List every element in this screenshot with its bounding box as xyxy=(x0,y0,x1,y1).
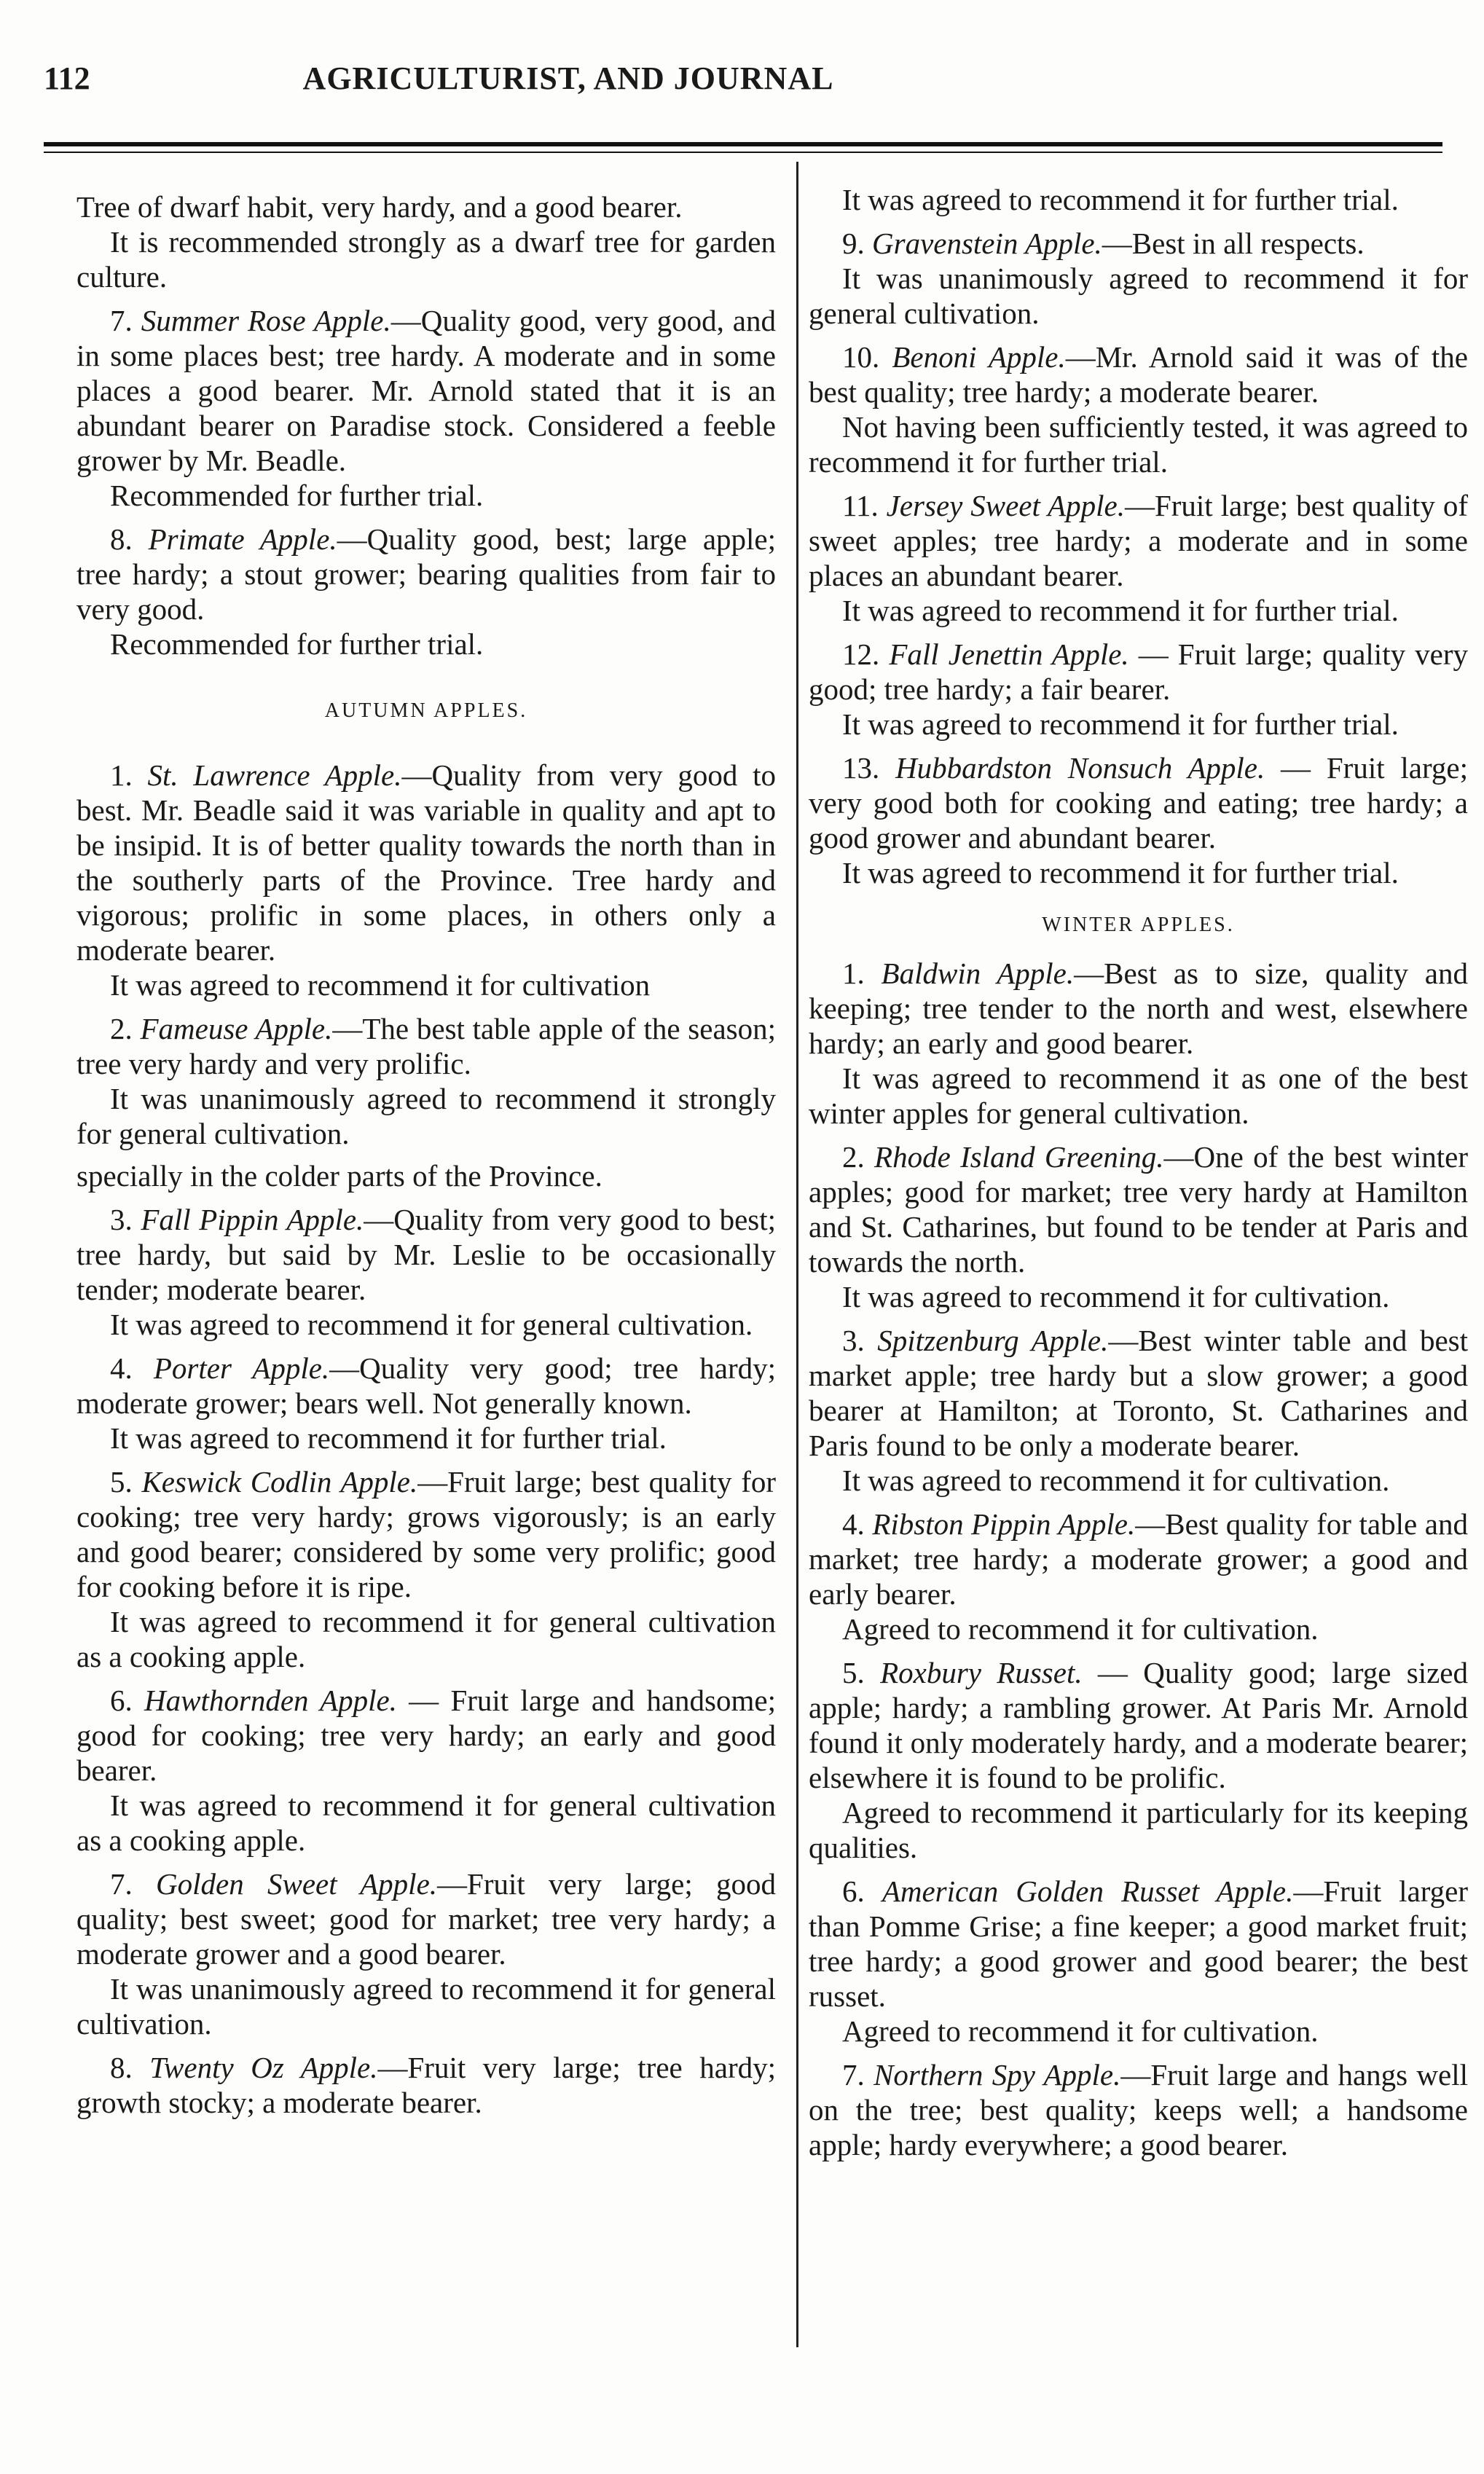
apple-entry xyxy=(76,522,776,627)
recommendation-text: It was agreed to recommend it for further trial. xyxy=(842,183,1399,216)
apple-entry xyxy=(809,637,1468,707)
apple-variety-name: St. Lawrence Apple. xyxy=(147,758,402,792)
apple-variety-name: Summer Rose Apple. xyxy=(141,304,391,337)
left-column xyxy=(76,182,776,2120)
entry-number: 7. xyxy=(110,1867,157,1901)
apple-variety-name: Roxbury Russet. xyxy=(880,1656,1083,1689)
recommendation-text: It was agreed to recommend it for further trial. xyxy=(110,1421,667,1455)
entry-description: — Fruit large and handsome; good for cooking; tree very hardy; an early and good bearer. xyxy=(76,1684,776,1787)
apple-entry xyxy=(809,339,1468,409)
recommendation-text: It was unanimously agreed to recommend it strongly for general cultivation. xyxy=(76,1082,776,1150)
header-rule-thick xyxy=(44,142,1442,146)
entry-number: 6. xyxy=(110,1684,145,1717)
entry-number: 1. xyxy=(110,758,148,792)
entry-number: 4. xyxy=(842,1507,873,1541)
apple-variety-name: American Golden Russet Apple. xyxy=(882,1874,1294,1908)
recommendation-text: It was unanimously agreed to recommend it for general cultivation. xyxy=(809,262,1468,330)
entry-description: —Best in all respects. xyxy=(1102,227,1365,260)
page-header xyxy=(44,60,1093,111)
entry-number: 3. xyxy=(110,1203,141,1236)
entry-number: 7. xyxy=(842,2058,874,2092)
recommendation-text: It was agreed to recommend it for general cultivation as a cooking apple. xyxy=(76,1605,776,1673)
entry-number: 2. xyxy=(110,1012,141,1045)
header-rule-thin xyxy=(44,152,1442,153)
entry-number: 3. xyxy=(842,1324,878,1357)
apple-entry xyxy=(809,1655,1468,1795)
section-heading: WINTER APPLES. xyxy=(1042,914,1235,936)
column-divider xyxy=(796,162,798,2347)
recommendation-text: Agreed to recommend it for cultivation. xyxy=(842,1612,1319,1646)
recommendation-text: Agreed to recommend it for cultivation. xyxy=(842,2014,1319,2048)
recommendation-text: It is recommended strongly as a dwarf tree for garden culture. xyxy=(76,225,776,294)
entry-description: —Fruit large; best quality for cooking; tree very hardy; grows vigorously; is an early and good bearer; considered by some very prolific; good for cooking before it is ripe. xyxy=(76,1465,777,1603)
apple-entry xyxy=(809,956,1468,1061)
entry-description: —Mr. Arnold said it was of the best quality; tree hardy; a moderate bearer. xyxy=(809,340,1469,409)
apple-variety-name: Golden Sweet Apple. xyxy=(156,1867,438,1901)
apple-entry xyxy=(76,1464,776,1604)
entry-description: — Fruit large; very good both for cooking and eating; tree hardy; a good grower and abundant bearer. xyxy=(809,751,1468,855)
apple-variety-name: Baldwin Apple. xyxy=(881,957,1075,990)
apple-variety-name: Keswick Codlin Apple. xyxy=(141,1465,418,1499)
entry-description: —The best table apple of the season; tree very hardy and very prolific. xyxy=(76,1012,776,1080)
apple-variety-name: Jersey Sweet Apple. xyxy=(886,489,1125,522)
apple-variety-name: Northern Spy Apple. xyxy=(873,2058,1121,2092)
apple-entry xyxy=(76,758,776,967)
entry-number: 12. xyxy=(842,637,890,671)
apple-variety-name: Fall Jenettin Apple. xyxy=(889,637,1129,671)
apple-entry xyxy=(76,2050,776,2120)
recommendation-text: It was agreed to recommend it for further trial. xyxy=(842,594,1399,627)
apple-variety-name: Ribston Pippin Apple. xyxy=(872,1507,1136,1541)
apple-entry xyxy=(809,2057,1468,2162)
paragraph: specially in the colder parts of the Province. xyxy=(76,1159,602,1193)
entry-number: 10. xyxy=(842,340,892,374)
entry-description: —Best quality for table and market; tree hardy; a moderate grower; a good and early bearer. xyxy=(809,1507,1468,1611)
entry-description: —One of the best winter apples; good for market; tree very hardy at Hamilton and St. Catharines, but found to be tender at Paris and towards the north. xyxy=(809,1140,1468,1279)
entry-description: —Best winter table and best market apple; tree hardy but a slow grower; a good bearer at Hamilton; at Toronto, St. Catharines and Paris found to be only a moderate bearer. xyxy=(809,1324,1468,1462)
recommendation-text: It was agreed to recommend it as one of the best winter apples for general cultivation. xyxy=(809,1061,1468,1130)
entry-number: 1. xyxy=(842,957,882,990)
entry-number: 5. xyxy=(842,1656,881,1689)
recommendation-text: Recommended for further trial. xyxy=(110,627,484,661)
entry-number: 6. xyxy=(842,1874,882,1908)
apple-entry xyxy=(76,303,776,478)
entry-number: 5. xyxy=(110,1465,142,1499)
apple-entry xyxy=(809,488,1468,593)
apple-entry xyxy=(809,1874,1468,2014)
apple-entry xyxy=(809,226,1468,261)
apple-variety-name: Twenty Oz Apple. xyxy=(149,2051,378,2084)
apple-variety-name: Spitzenburg Apple. xyxy=(877,1324,1109,1357)
entry-number: 4. xyxy=(110,1351,154,1385)
entry-description: —Quality good, best; large apple; tree hardy; a stout grower; bearing qualities from fair to very good. xyxy=(76,522,776,626)
entry-number: 8. xyxy=(110,522,149,556)
apple-entry xyxy=(76,1011,776,1081)
running-title: AGRICULTURIST, AND JOURNAL xyxy=(302,60,834,96)
entry-number: 8. xyxy=(110,2051,150,2084)
apple-variety-name: Hubbardston Nonsuch Apple. xyxy=(895,751,1265,785)
entry-number: 2. xyxy=(842,1140,875,1174)
section-heading: AUTUMN APPLES. xyxy=(324,699,528,722)
entry-description: —Quality from very good to best; tree hardy, but said by Mr. Leslie to be occasionally tender; moderate bearer. xyxy=(76,1203,777,1306)
apple-entry xyxy=(809,750,1468,855)
recommendation-text: It was agreed to recommend it for cultivation. xyxy=(842,1280,1390,1313)
recommendation-text: It was agreed to recommend it for further trial. xyxy=(842,856,1399,890)
recommendation-text: It was agreed to recommend it for cultivation. xyxy=(842,1464,1390,1497)
recommendation-text: Recommended for further trial. xyxy=(110,479,484,512)
apple-entry xyxy=(809,1507,1468,1611)
entry-description: — Fruit large; quality very good; tree hardy; a fair bearer. xyxy=(809,637,1468,706)
paragraph: Tree of dwarf habit, very hardy, and a good bearer. xyxy=(76,190,683,224)
recommendation-text: It was agreed to recommend it for general cultivation. xyxy=(110,1308,753,1341)
entry-description: —Best as to size, quality and keeping; tree tender to the north and west, elsewhere hardy; an early and good bearer. xyxy=(809,957,1468,1060)
recommendation-text: It was agreed to recommend it for cultivation xyxy=(110,968,651,1002)
entry-description: —Fruit larger than Pomme Grise; a fine keeper; a good market fruit; tree hardy; a good grower and good bearer; the best russet. xyxy=(809,1874,1469,2013)
entry-description: —Quality from very good to best. Mr. Beadle said it was variable in quality and apt to be insipid. It is of better quality towards the north than in the southerly parts of the Province. Tree hardy and vigorous; prolific in some places, in others only a moderate bearer. xyxy=(76,758,776,967)
apple-variety-name: Hawthornden Apple. xyxy=(144,1684,397,1717)
apple-entry xyxy=(76,1202,776,1307)
entry-description: —Fruit large and hangs well on the tree; best quality; keeps well; a handsome apple; hardy everywhere; a good bearer. xyxy=(809,2058,1468,2161)
entry-number: 7. xyxy=(110,304,141,337)
recommendation-text: Not having been sufficiently tested, it was agreed to recommend it for further trial. xyxy=(809,410,1468,479)
recommendation-text: It was agreed to recommend it for general cultivation as a cooking apple. xyxy=(76,1788,776,1857)
entry-description: —Fruit large; best quality of sweet apples; tree hardy; a moderate and in some places an abundant bearer. xyxy=(809,489,1468,592)
page-number: 112 xyxy=(44,60,90,96)
apple-variety-name: Rhode Island Greening. xyxy=(874,1140,1164,1174)
apple-entry xyxy=(809,1323,1468,1463)
apple-variety-name: Benoni Apple. xyxy=(892,340,1066,374)
apple-entry xyxy=(76,1351,776,1421)
apple-variety-name: Primate Apple. xyxy=(148,522,337,556)
entry-description: —Fruit very large; tree hardy; growth stocky; a moderate bearer. xyxy=(76,2051,776,2119)
recommendation-text: Agreed to recommend it particularly for its keeping qualities. xyxy=(809,1796,1468,1864)
right-column xyxy=(809,182,1468,2162)
entry-number: 11. xyxy=(842,489,887,522)
recommendation-text: It was agreed to recommend it for further trial. xyxy=(842,707,1399,741)
entry-description: —Quality good, very good, and in some places best; tree hardy. A moderate and in some places a good bearer. Mr. Arnold stated that it is an abundant bearer on Paradise stock. Considered a feeble grower by Mr. Beadle. xyxy=(76,304,777,477)
recommendation-text: It was unanimously agreed to recommend it for general cultivation. xyxy=(76,1972,776,2041)
entry-description: —Quality very good; tree hardy; moderate grower; bears well. Not generally known. xyxy=(76,1351,776,1420)
apple-entry xyxy=(809,1139,1468,1279)
apple-variety-name: Fameuse Apple. xyxy=(140,1012,333,1045)
apple-entry xyxy=(76,1866,776,1971)
entry-description: — Quality good; large sized apple; hardy; a rambling grower. At Paris Mr. Arnold found it only moderately hardy, and a moderate bearer; elsewhere it is found to be prolific. xyxy=(809,1656,1469,1794)
apple-variety-name: Gravenstein Apple. xyxy=(872,227,1102,260)
apple-variety-name: Porter Apple. xyxy=(153,1351,330,1385)
entry-description: —Fruit very large; good quality; best sweet; good for market; tree very hardy; a moderate grower and a good bearer. xyxy=(76,1867,776,1971)
entry-number: 13. xyxy=(842,751,896,785)
apple-variety-name: Fall Pippin Apple. xyxy=(141,1203,364,1236)
apple-entry xyxy=(76,1683,776,1788)
entry-number: 9. xyxy=(842,227,872,260)
